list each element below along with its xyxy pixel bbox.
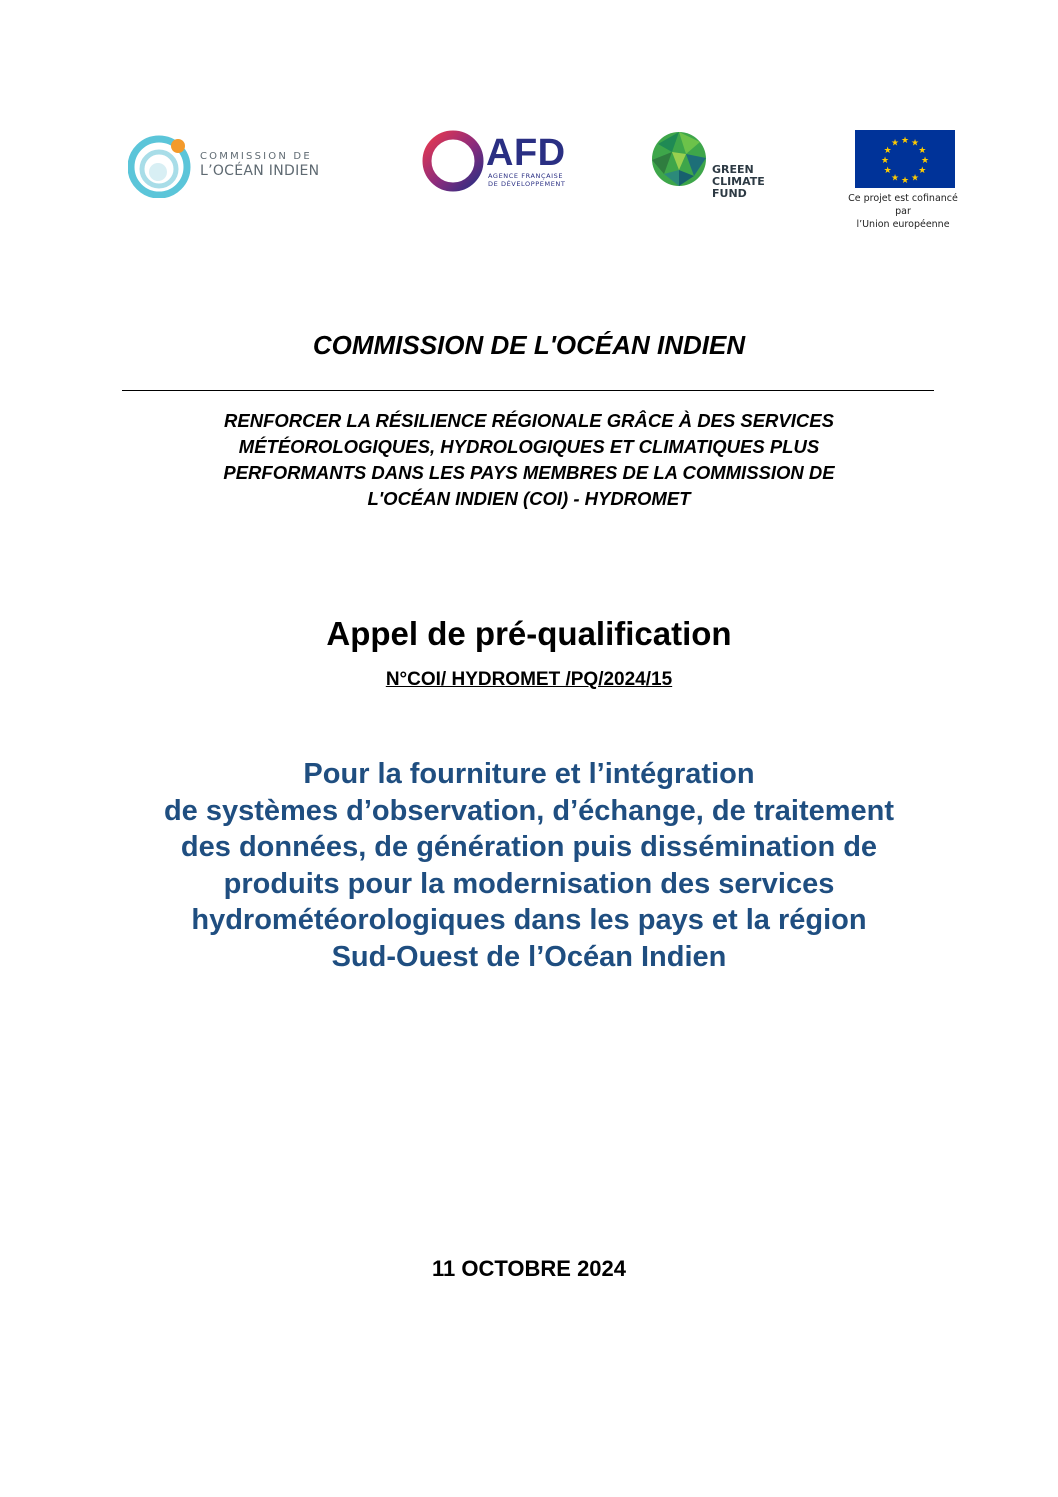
eu-caption-line2: l’Union européenne <box>856 219 950 230</box>
svg-text:★: ★ <box>900 176 910 186</box>
subject-line: Sud-Ouest de l’Océan Indien <box>331 940 727 973</box>
afd-logo-subline2: DE DÉVELOPPEMENT <box>488 180 566 188</box>
subject-line: de systèmes d’observation, d’échange, de traitement <box>163 794 895 827</box>
coi-circles-logo-icon <box>128 132 194 198</box>
svg-text:★: ★ <box>918 146 927 156</box>
svg-text:★: ★ <box>890 138 900 149</box>
project-title-line2: MÉTÉOROLOGIQUES, HYDROLOGIQUES ET CLIMATIQUES PLUS <box>238 436 820 457</box>
afd-logo <box>420 128 570 196</box>
project-title-line3: PERFORMANTS DANS LES PAYS MEMBRES DE LA COMMISSION DE <box>223 462 835 483</box>
subject-line: Pour la fourniture et l’intégration <box>303 758 755 790</box>
svg-text:★: ★ <box>883 166 892 176</box>
gcf-logo-line2: CLIMATE <box>712 175 765 188</box>
afd-logo-subtitle <box>488 172 570 188</box>
reference-number: N°COI/ HYDROMET /PQ/2024/15 <box>385 669 673 690</box>
document-title: Appel de pré-qualification <box>326 615 732 652</box>
svg-text:★: ★ <box>910 138 920 149</box>
project-title-line1: RENFORCER LA RÉSILIENCE RÉGIONALE GRÂCE À DES SERVICES <box>224 410 834 431</box>
coi-logo-line2: L’OCÉAN INDIEN <box>200 163 320 179</box>
svg-text:★: ★ <box>880 156 890 166</box>
svg-text:★: ★ <box>883 146 892 156</box>
project-title-line4: L'OCÉAN INDIEN (COI) - HYDROMET <box>367 488 691 509</box>
eu-flag-icon <box>855 130 955 188</box>
svg-text:★: ★ <box>920 156 930 166</box>
svg-text:★: ★ <box>910 173 920 184</box>
subject-line: produits pour la modernisation des services <box>223 867 835 900</box>
gcf-logo <box>650 128 780 208</box>
svg-text:★: ★ <box>890 173 900 184</box>
svg-text:★: ★ <box>918 166 927 176</box>
coi-logo <box>128 132 328 200</box>
subject-text <box>100 756 958 976</box>
afd-logo-subline1: AGENCE FRANÇAISE <box>488 172 564 180</box>
gcf-globe-logo-icon <box>650 130 710 190</box>
document-date: 11 OCTOBRE 2024 <box>431 1256 627 1281</box>
eu-logo <box>845 128 965 230</box>
afd-ring-logo-icon <box>420 128 486 194</box>
coi-logo-line1: COMMISSION DE <box>200 151 312 162</box>
eu-cofinancing-caption <box>841 192 965 231</box>
project-title <box>130 408 928 512</box>
subject-line: des données, de génération puis dissémination de <box>180 831 878 864</box>
subject-line: hydrométéorologiques dans les pays et la région <box>191 904 867 937</box>
gcf-logo-text <box>712 164 765 200</box>
svg-text:★: ★ <box>900 136 910 146</box>
gcf-logo-line1: GREEN <box>712 163 754 176</box>
organization-title: COMMISSION DE L'OCÉAN INDIEN <box>312 330 746 360</box>
afd-logo-word: AFD <box>486 132 566 174</box>
gcf-logo-line3: FUND <box>712 187 747 200</box>
eu-caption-line1: Ce projet est cofinancé par <box>848 193 958 217</box>
title-divider <box>122 390 934 391</box>
